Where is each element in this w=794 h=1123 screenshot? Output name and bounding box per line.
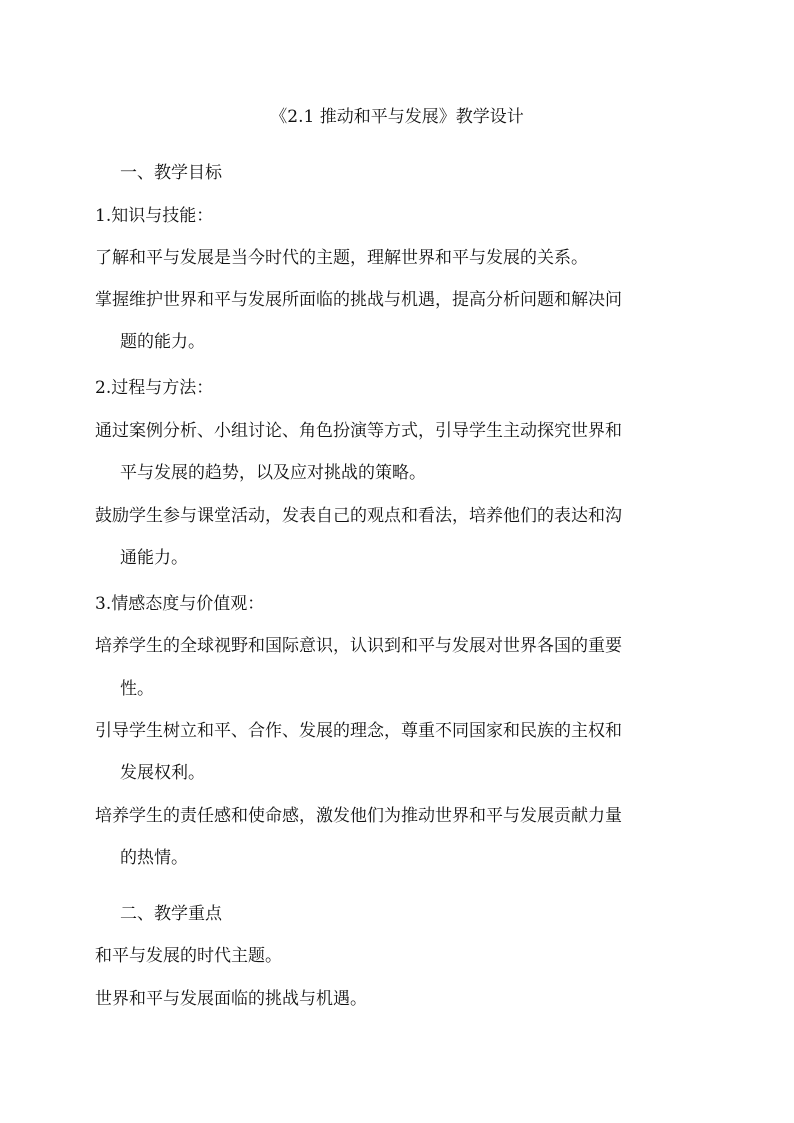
paragraph-line: 了解和平与发展是当今时代的主题，理解世界和平与发展的关系。	[95, 248, 588, 268]
paragraph-line: 培养学生的全球视野和国际意识，认识到和平与发展对世界各国的重要	[95, 636, 622, 656]
paragraph-line: 培养学生的责任感和使命感，激发他们为推动世界和平与发展贡献力量	[95, 806, 622, 826]
paragraph-line: 鼓励学生参与课堂活动，发表自己的观点和看法，培养他们的表达和沟	[95, 506, 622, 526]
paragraph-line: 的热情。	[120, 848, 188, 868]
paragraph-line: 通能力。	[120, 548, 188, 568]
paragraph-line: 性。	[120, 679, 154, 699]
paragraph-line: 掌握维护世界和平与发展所面临的挑战与机遇，提高分析问题和解决问	[95, 290, 622, 310]
paragraph-line: 平与发展的趋势，以及应对挑战的策略。	[120, 463, 426, 483]
paragraph-line: 通过案例分析、小组讨论、角色扮演等方式，引导学生主动探究世界和	[95, 421, 622, 441]
paragraph-line: 世界和平与发展面临的挑战与机遇。	[95, 989, 367, 1009]
subheading-attitudes-values: 3.情感态度与价值观：	[95, 594, 265, 614]
paragraph-line: 引导学生树立和平、合作、发展的理念，尊重不同国家和民族的主权和	[95, 721, 622, 741]
paragraph-line: 题的能力。	[120, 332, 205, 352]
paragraph-line: 和平与发展的时代主题。	[95, 946, 282, 966]
paragraph-line: 发展权利。	[120, 763, 205, 783]
subheading-knowledge-skills: 1.知识与技能：	[95, 206, 214, 226]
subheading-process-methods: 2.过程与方法：	[95, 378, 214, 398]
section-heading-objectives: 一、教学目标	[120, 163, 222, 183]
section-heading-key-points: 二、教学重点	[120, 904, 222, 924]
document-title: 《2.1 推动和平与发展》教学设计	[270, 107, 524, 127]
